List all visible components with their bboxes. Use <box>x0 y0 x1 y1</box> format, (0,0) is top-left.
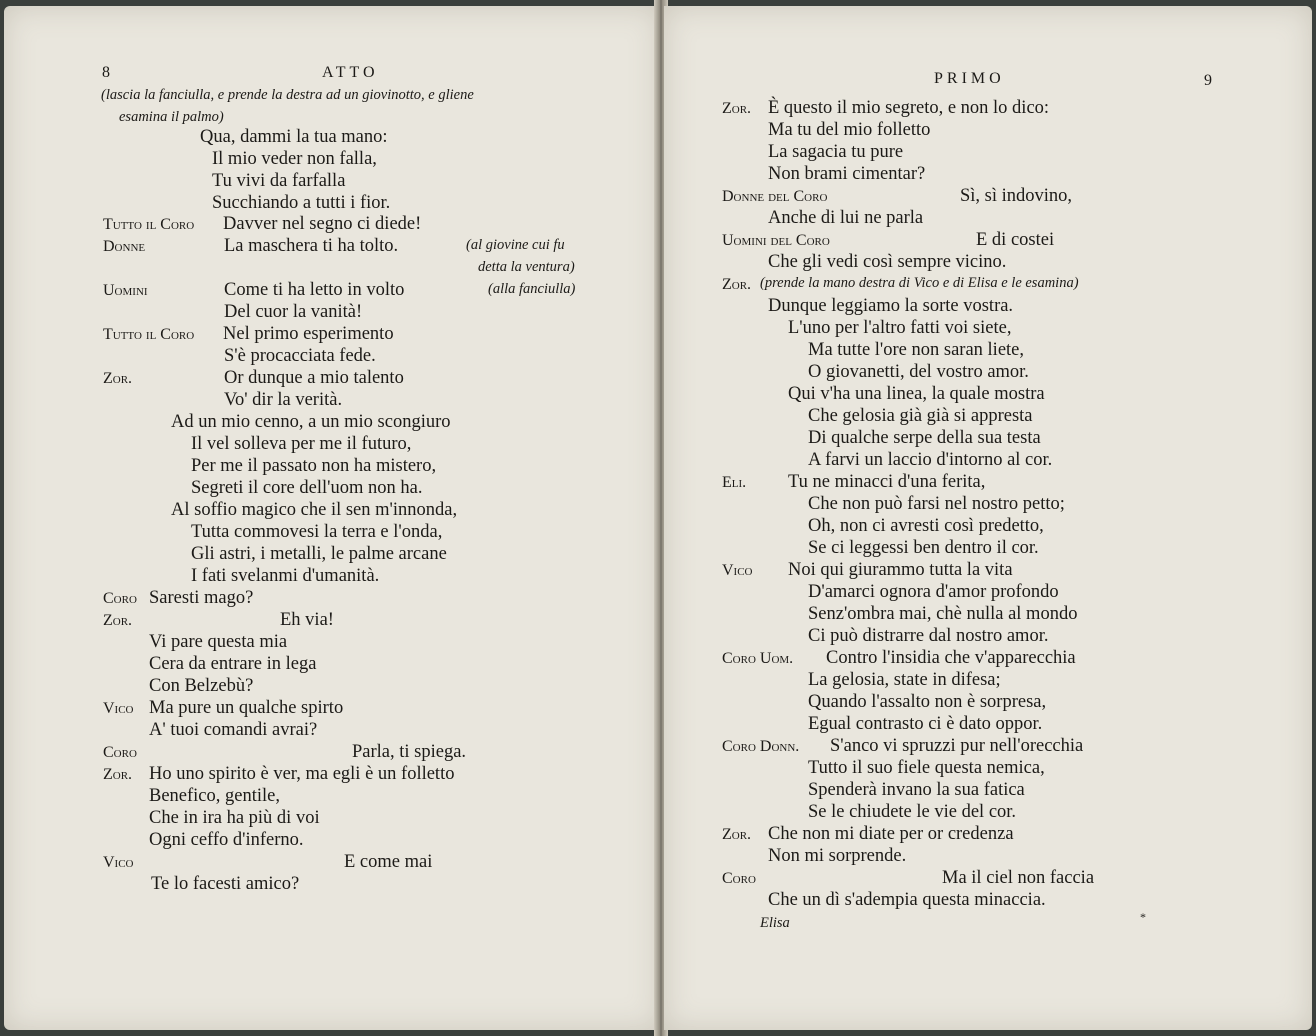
speaker: Tutto il Coro <box>103 216 195 233</box>
verse-line: Vo' dir la verità. <box>224 390 343 410</box>
verse-line: Ad un mio cenno, a un mio scongiuro <box>171 412 451 432</box>
verse-line: Se le chiudete le vie del cor. <box>808 802 1017 822</box>
speaker: Uomini del Coro <box>722 232 830 249</box>
verse-line: Nel primo esperimento <box>223 324 394 344</box>
verse-line: Che non può farsi nel nostro petto; <box>808 494 1065 514</box>
verse-line: Tutto il suo fiele questa nemica, <box>808 758 1045 778</box>
stage-direction: detta la ventura) <box>478 259 575 275</box>
verse-line: Contro l'insidia che v'apparecchia <box>826 648 1076 668</box>
verse-line: Sì, sì indovino, <box>960 186 1073 206</box>
verse-line: Ho uno spirito è ver, ma egli è un folletto <box>149 764 455 784</box>
verse-line: Tutta commovesi la terra e l'onda, <box>191 522 443 542</box>
verse-line: Qua, dammi la tua mano: <box>200 127 388 147</box>
speaker: Vico <box>103 700 134 717</box>
speaker: Coro Uom. <box>722 650 794 667</box>
verse-line: Non brami cimentar? <box>768 164 926 184</box>
verse-line: Del cuor la vanità! <box>224 302 363 322</box>
speaker: Zor. <box>722 826 752 843</box>
verse-line: E di costei <box>976 230 1055 250</box>
verse-line: Vi pare questa mia <box>149 632 288 652</box>
verse-line: Ma pure un qualche spirto <box>149 698 344 718</box>
verse-line: Senz'ombra mai, chè nulla al mondo <box>808 604 1078 624</box>
verse-line: Oh, non ci avresti così predetto, <box>808 516 1044 536</box>
verse-line: Noi qui giurammo tutta la vita <box>788 560 1013 580</box>
speaker: Coro <box>103 744 137 761</box>
speaker: Zor. <box>722 276 752 293</box>
verse-line: Gli astri, i metalli, le palme arcane <box>191 544 447 564</box>
verse-line: Eh via! <box>280 610 334 630</box>
verse-line: Che gelosia già già si appresta <box>808 406 1033 426</box>
verse-line: Spenderà invano la sua fatica <box>808 780 1025 800</box>
stage-direction: (lascia la fanciulla, e prende la destra ad un giovinotto, e gliene <box>101 87 474 103</box>
verse-line: A' tuoi comandi avrai? <box>149 720 318 740</box>
verse-line: La gelosia, state in difesa; <box>808 670 1001 690</box>
stage-direction: (prende la mano destra di Vico e di Elisa e le esamina) <box>760 275 1079 291</box>
verse-line: Or dunque a mio talento <box>224 368 404 388</box>
speaker: Tutto il Coro <box>103 326 195 343</box>
speaker: Donne del Coro <box>722 188 828 205</box>
verse-line: La sagacia tu pure <box>768 142 904 162</box>
verse-line: Se ci leggessi ben dentro il cor. <box>808 538 1039 558</box>
verse-line: Ci può distrarre dal nostro amor. <box>808 626 1049 646</box>
verse-line: Non mi sorprende. <box>768 846 907 866</box>
verse-line: Davver nel segno ci diede! <box>223 214 422 234</box>
verse-line: Quando l'assalto non è sorpresa, <box>808 692 1047 712</box>
verse-line: Il mio veder non falla, <box>212 149 377 169</box>
verse-line: È questo il mio segreto, e non lo dico: <box>768 98 1050 118</box>
running-head: PRIMO <box>934 70 1005 87</box>
verse-line: Tu vivi da farfalla <box>212 171 346 191</box>
verse-line: Qui v'ha una linea, la quale mostra <box>788 384 1045 404</box>
verse-line: Parla, ti spiega. <box>352 742 467 762</box>
stage-direction: esamina il palmo) <box>119 109 224 125</box>
verse-line: Il vel solleva per me il futuro, <box>191 434 412 454</box>
verse-line: Con Belzebù? <box>149 676 254 696</box>
left-page <box>4 6 660 1030</box>
signature-mark: * <box>1140 910 1146 924</box>
speaker: Uomini <box>103 282 148 299</box>
verse-line: Di qualche serpe della sua testa <box>808 428 1041 448</box>
speaker: Vico <box>722 562 753 579</box>
running-head: ATTO <box>322 64 379 81</box>
verse-line: Ogni ceffo d'inferno. <box>149 830 304 850</box>
verse-line: I fati svelanmi d'umanità. <box>191 566 380 586</box>
verse-line: Saresti mago? <box>149 588 254 608</box>
verse-line: Cera da entrare in lega <box>149 654 317 674</box>
verse-line: S'è procacciata fede. <box>224 346 376 366</box>
verse-line: A farvi un laccio d'intorno al cor. <box>808 450 1053 470</box>
verse-line: Anche di lui ne parla <box>768 208 924 228</box>
verse-line: Benefico, gentile, <box>149 786 280 806</box>
verse-line: Per me il passato non ha mistero, <box>191 456 437 476</box>
speaker: Eli. <box>722 474 747 491</box>
verse-line: Come ti ha letto in volto <box>224 280 405 300</box>
verse-line: Ma tutte l'ore non saran liete, <box>808 340 1025 360</box>
catchword: Elisa <box>760 915 790 931</box>
verse-line: Egual contrasto ci è dato oppor. <box>808 714 1043 734</box>
verse-line: Che non mi diate per or credenza <box>768 824 1014 844</box>
speaker: Vico <box>103 854 134 871</box>
speaker: Zor. <box>103 766 133 783</box>
verse-line: Che gli vedi così sempre vicino. <box>768 252 1007 272</box>
speaker: Zor. <box>722 100 752 117</box>
verse-line: Al soffio magico che il sen m'innonda, <box>171 500 458 520</box>
speaker: Coro Donn. <box>722 738 800 755</box>
verse-line: L'uno per l'altro fatti voi siete, <box>788 318 1012 338</box>
verse-line: Che un dì s'adempia questa minaccia. <box>768 890 1046 910</box>
verse-line: Tu ne minacci d'una ferita, <box>788 472 986 492</box>
verse-line: Succhiando a tutti i fior. <box>212 193 391 213</box>
page-number: 8 <box>102 64 110 81</box>
verse-line: E come mai <box>344 852 433 872</box>
verse-line: D'amarci ognora d'amor profondo <box>808 582 1059 602</box>
right-page <box>664 6 1312 1030</box>
verse-line: Te lo facesti amico? <box>151 874 300 894</box>
speaker: Coro <box>722 870 756 887</box>
speaker: Donne <box>103 238 146 255</box>
speaker: Coro <box>103 590 137 607</box>
verse-line: Ma il ciel non faccia <box>942 868 1095 888</box>
verse-line: O giovanetti, del vostro amor. <box>808 362 1029 382</box>
verse-line: Che in ira ha più di voi <box>149 808 320 828</box>
speaker: Zor. <box>103 612 133 629</box>
stage-direction: (alla fanciulla) <box>488 281 576 297</box>
verse-line: Dunque leggiamo la sorte vostra. <box>768 296 1014 316</box>
stage-direction: (al giovine cui fu <box>466 237 565 253</box>
verse-line: Segreti il core dell'uom non ha. <box>191 478 423 498</box>
verse-line: S'anco vi spruzzi pur nell'orecchia <box>830 736 1084 756</box>
page-number: 9 <box>1204 72 1212 89</box>
verse-line: La maschera ti ha tolto. <box>224 236 399 256</box>
speaker: Zor. <box>103 370 133 387</box>
verse-line: Ma tu del mio folletto <box>768 120 931 140</box>
